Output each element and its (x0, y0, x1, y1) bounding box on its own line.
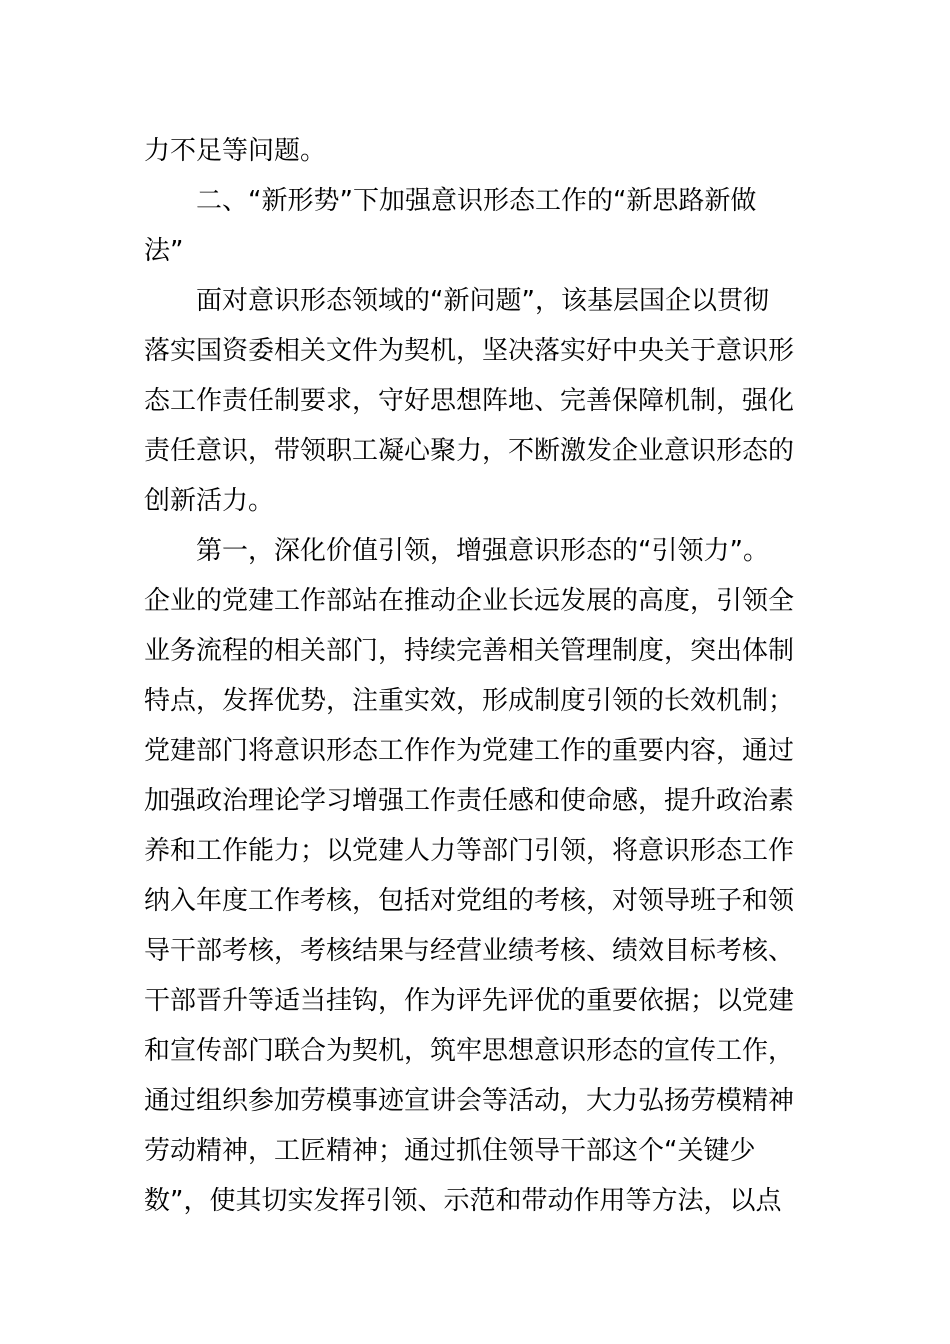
paragraph-line: 加强政治理论学习增强工作责任感和使命感，提升政治素 (144, 786, 795, 816)
section-heading: 二、“新形势”下加强意识形态工作的“新思路新做 (196, 186, 757, 216)
paragraph-line: 态工作责任制要求，守好思想阵地、完善保障机制，强化 (144, 386, 795, 416)
text-line: 力不足等问题。 (144, 136, 327, 166)
paragraph-line: 导干部考核，考核结果与经营业绩考核、绩效目标考核、 (144, 936, 795, 966)
paragraph-line: 第一，深化价值引领，增强意识形态的“引领力”。 (196, 536, 769, 566)
paragraph-line: 业务流程的相关部门，持续完善相关管理制度，突出体制 (144, 636, 795, 666)
paragraph-line: 党建部门将意识形态工作作为党建工作的重要内容，通过 (144, 736, 795, 766)
paragraph-line: 创新活力。 (144, 486, 275, 516)
paragraph-line: 特点，发挥优势，注重实效，形成制度引领的长效机制； (144, 686, 795, 716)
paragraph-line: 劳动精神，工匠精神；通过抓住领导干部这个“关键少 (144, 1136, 756, 1166)
section-heading-continued: 法” (144, 236, 184, 266)
paragraph-line: 责任意识，带领职工凝心聚力，不断激发企业意识形态的 (144, 436, 795, 466)
paragraph-line: 企业的党建工作部站在推动企业长远发展的高度，引领全 (144, 586, 795, 616)
paragraph-line: 干部晋升等适当挂钩，作为评先评优的重要依据；以党建 (144, 986, 795, 1016)
paragraph-line: 通过组织参加劳模事迹宣讲会等活动，大力弘扬劳模精神 (144, 1086, 795, 1116)
paragraph-line: 纳入年度工作考核，包括对党组的考核，对领导班子和领 (144, 886, 795, 916)
paragraph-line: 养和工作能力；以党建人力等部门引领，将意识形态工作 (144, 836, 795, 866)
paragraph-line: 面对意识形态领域的“新问题”，该基层国企以贯彻 (196, 286, 769, 316)
paragraph-line: 数”，使其切实发挥引领、示范和带动作用等方法，以点 (144, 1186, 782, 1216)
paragraph-line: 落实国资委相关文件为契机，坚决落实好中央关于意识形 (144, 336, 795, 366)
paragraph-line: 和宣传部门联合为契机，筑牢思想意识形态的宣传工作， (144, 1036, 795, 1066)
